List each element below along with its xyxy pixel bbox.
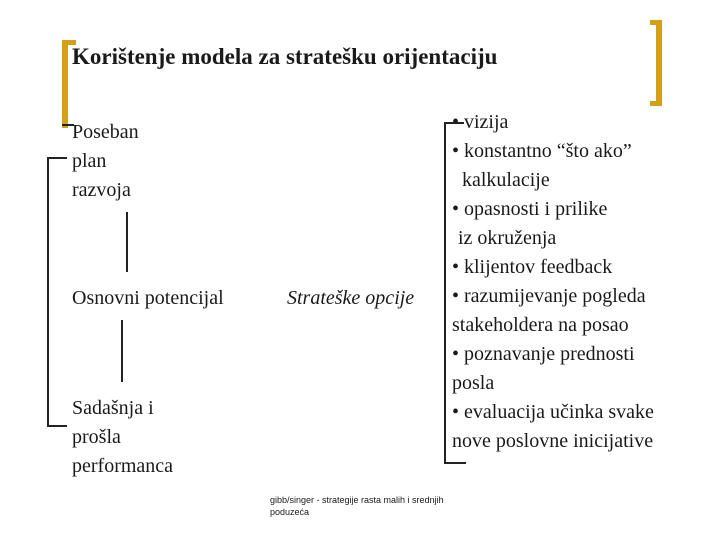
page-title: Korištenje modela za stratešku orijentaciju [72,44,498,69]
option-item: nove poslovne inicijative [452,430,654,452]
left-nodes-bracket-vertical [47,157,49,427]
node-osnovni-potencijal [72,284,224,313]
node-line: razvoja [72,179,131,201]
node-line: plan [72,150,107,172]
title-bracket-left-vertical [62,40,68,128]
center-label-strateske-opcije: Strateške opcije [287,287,415,309]
connector-1-2 [126,212,128,272]
option-item: • poznavanje prednosti [452,343,635,365]
option-item: • vizija [452,111,509,133]
option-item: • konstantno “što ako” [452,140,632,162]
option-item: stakeholdera na posao [452,314,629,336]
title-bracket-right-bottom [650,101,662,106]
footer-line: gibb/singer - strategije rasta malih i srednjih [270,495,444,505]
option-item: • opasnosti i prilike [452,198,608,220]
option-item: posla [452,372,495,394]
left-nodes-bracket-bottom [47,425,67,427]
footer-source [270,494,510,518]
title-bracket-right-vertical [656,20,662,106]
footer-line: poduzeća [270,507,310,517]
options-list [452,108,654,456]
node-line: Sadašnja i [72,397,154,419]
option-item: iz okruženja [458,227,557,249]
option-item: • razumijevanje pogleda [452,285,646,307]
title-bracket-right-top [650,20,662,25]
options-bracket-vertical [444,122,446,464]
node-line: Osnovni potencijal [72,287,224,309]
node-line: performanca [72,455,174,477]
option-item: • klijentov feedback [452,256,613,278]
left-nodes-bracket-top [47,157,67,159]
node-sadasnja-prosla-performanca [72,394,173,481]
node-line: Poseban [72,121,139,143]
node-poseban-plan-razvoja [72,118,139,205]
options-bracket-bottom [444,462,466,464]
option-item: kalkulacije [462,169,550,191]
node-line: prošla [72,426,121,448]
connector-2-3 [121,320,123,382]
option-item: • evaluacija učinka svake [452,401,654,423]
